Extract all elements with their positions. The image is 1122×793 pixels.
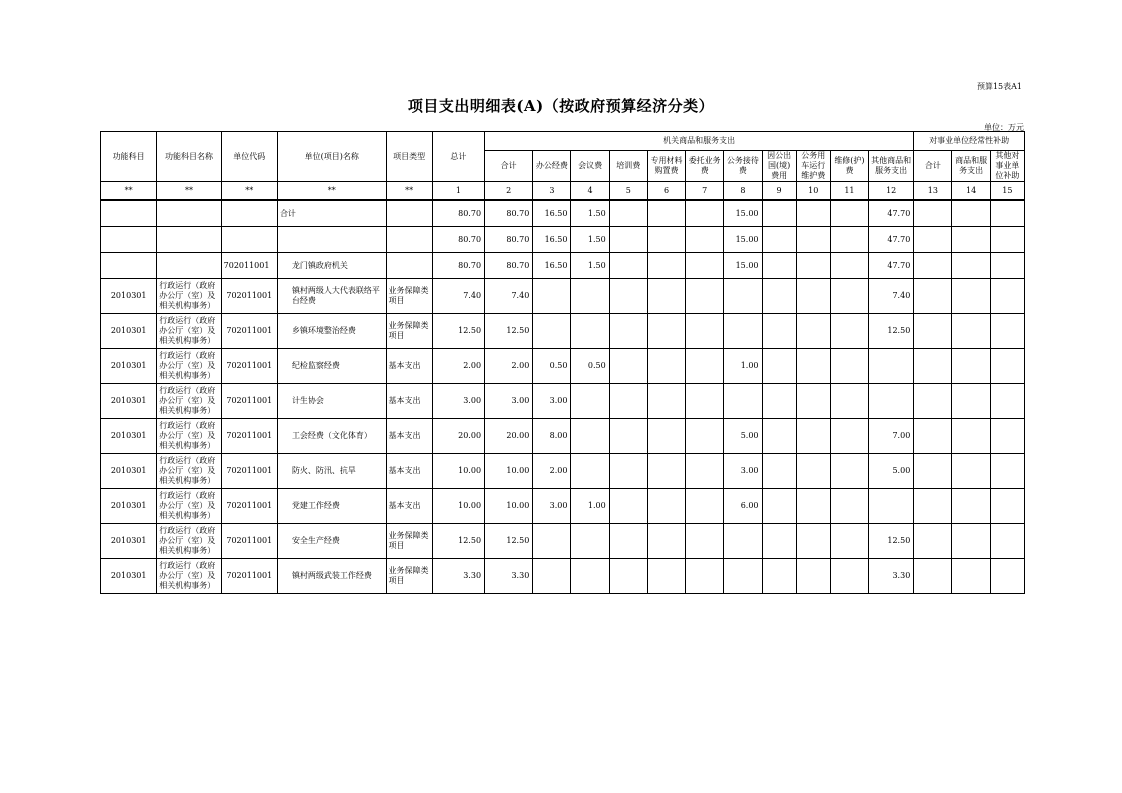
- table-cell: 龙门镇政府机关: [277, 253, 386, 279]
- table-cell: 80.70: [485, 253, 533, 279]
- table-cell: [796, 559, 830, 594]
- table-cell: [609, 454, 647, 489]
- table-cell: [869, 349, 914, 384]
- table-cell: [796, 489, 830, 524]
- table-cell: [571, 559, 609, 594]
- table-cell: 镇村两级人大代表联络平台经费: [277, 279, 386, 314]
- table-cell: [762, 314, 796, 349]
- table-cell: 基本支出: [386, 419, 432, 454]
- table-cell: [571, 454, 609, 489]
- table-cell: [221, 200, 277, 227]
- table-cell: [533, 279, 571, 314]
- table-row: [101, 227, 1025, 253]
- table-cell: 16.50: [533, 200, 571, 227]
- table-cell: [762, 227, 796, 253]
- table-cell: [830, 314, 868, 349]
- table-row: [101, 349, 1025, 384]
- table-cell: [796, 227, 830, 253]
- table-cell: 702011001: [221, 314, 277, 349]
- budget-table: [100, 131, 1025, 594]
- table-cell: [277, 227, 386, 253]
- header-func-code: 功能科目: [101, 132, 157, 182]
- table-cell: 乡镇环境整治经费: [277, 314, 386, 349]
- column-index-cell: 5: [609, 182, 647, 201]
- table-cell: [647, 227, 685, 253]
- table-cell: [609, 200, 647, 227]
- table-cell: [796, 279, 830, 314]
- table-cell: 12.50: [432, 314, 484, 349]
- table-cell: [990, 559, 1024, 594]
- table-cell: 1.50: [571, 227, 609, 253]
- table-cell: [796, 524, 830, 559]
- table-cell: 702011001: [221, 419, 277, 454]
- page-title: 项目支出明细表(A)（按政府预算经济分类）: [407, 97, 715, 115]
- table-cell: [101, 227, 157, 253]
- table-cell: [686, 524, 724, 559]
- table-cell: 2010301: [101, 384, 157, 419]
- table-cell: [686, 559, 724, 594]
- table-cell: [386, 227, 432, 253]
- header-goods-col: 其他商品和服务支出: [869, 151, 914, 182]
- table-cell: 10.00: [485, 454, 533, 489]
- table-cell: 合计: [277, 200, 386, 227]
- table-cell: [686, 419, 724, 454]
- table-cell: 3.00: [533, 489, 571, 524]
- table-cell: [609, 349, 647, 384]
- table-cell: 702011001: [221, 524, 277, 559]
- table-cell: 2.00: [432, 349, 484, 384]
- table-cell: 计生协会: [277, 384, 386, 419]
- table-cell: [762, 349, 796, 384]
- table-cell: [647, 200, 685, 227]
- table-cell: [101, 200, 157, 227]
- table-cell: 702011001: [221, 349, 277, 384]
- table-cell: 3.00: [485, 384, 533, 419]
- table-cell: 15.00: [724, 227, 762, 253]
- table-cell: [571, 524, 609, 559]
- table-cell: [647, 454, 685, 489]
- header-subsidy-col: 合计: [914, 151, 952, 182]
- table-cell: [609, 227, 647, 253]
- column-index-cell: 7: [686, 182, 724, 201]
- table-cell: [609, 253, 647, 279]
- table-cell: [724, 384, 762, 419]
- table-cell: 2.00: [533, 454, 571, 489]
- table-cell: [914, 524, 952, 559]
- table-cell: [724, 314, 762, 349]
- header-subsidy-col: 商品和服务支出: [952, 151, 990, 182]
- table-cell: 行政运行（政府办公厅（室）及相关机构事务）: [157, 419, 221, 454]
- table-cell: 业务保障类项目: [386, 279, 432, 314]
- column-index-cell: **: [386, 182, 432, 201]
- table-cell: [990, 227, 1024, 253]
- table-cell: [647, 384, 685, 419]
- table-cell: [990, 524, 1024, 559]
- table-cell: 安全生产经费: [277, 524, 386, 559]
- table-cell: [647, 279, 685, 314]
- table-cell: [647, 489, 685, 524]
- table-cell: [686, 489, 724, 524]
- table-cell: 3.30: [869, 559, 914, 594]
- table-cell: [571, 384, 609, 419]
- table-cell: [830, 454, 868, 489]
- table-cell: 1.00: [724, 349, 762, 384]
- table-cell: 702011001: [221, 489, 277, 524]
- table-cell: [762, 419, 796, 454]
- column-index-cell: 12: [869, 182, 914, 201]
- table-cell: 行政运行（政府办公厅（室）及相关机构事务）: [157, 314, 221, 349]
- header-goods-col: 公务用车运行维护费: [796, 151, 830, 182]
- table-row: [101, 524, 1025, 559]
- table-cell: [686, 227, 724, 253]
- table-cell: 基本支出: [386, 489, 432, 524]
- table-cell: 2010301: [101, 349, 157, 384]
- table-cell: [762, 559, 796, 594]
- column-index-cell: 4: [571, 182, 609, 201]
- table-cell: [762, 524, 796, 559]
- table-cell: 5.00: [724, 419, 762, 454]
- table-cell: 基本支出: [386, 454, 432, 489]
- table-cell: 6.00: [724, 489, 762, 524]
- table-cell: [914, 489, 952, 524]
- table-cell: 80.70: [432, 227, 484, 253]
- header-total: 总计: [432, 132, 484, 182]
- table-cell: 12.50: [869, 524, 914, 559]
- table-cell: [762, 279, 796, 314]
- table-cell: [830, 200, 868, 227]
- table-cell: 16.50: [533, 227, 571, 253]
- table-cell: 80.70: [432, 200, 484, 227]
- table-cell: [157, 227, 221, 253]
- header-group-goods: 机关商品和服务支出: [485, 132, 914, 151]
- table-cell: 15.00: [724, 253, 762, 279]
- header-goods-col: 会议费: [571, 151, 609, 182]
- header-goods-col: 合计: [485, 151, 533, 182]
- header-goods-col: 因公出国(境)费用: [762, 151, 796, 182]
- table-cell: 7.40: [432, 279, 484, 314]
- table-cell: 2010301: [101, 559, 157, 594]
- table-cell: 3.00: [432, 384, 484, 419]
- table-cell: 2010301: [101, 524, 157, 559]
- table-cell: [686, 349, 724, 384]
- table-cell: 702011001: [221, 384, 277, 419]
- table-cell: 10.00: [432, 454, 484, 489]
- table-cell: [796, 349, 830, 384]
- table-cell: [533, 314, 571, 349]
- table-cell: 工会经费（文化体育）: [277, 419, 386, 454]
- table-cell: [571, 279, 609, 314]
- column-index-cell: 10: [796, 182, 830, 201]
- header-goods-col: 公务接待费: [724, 151, 762, 182]
- table-cell: [830, 253, 868, 279]
- table-cell: 3.30: [432, 559, 484, 594]
- table-cell: [952, 349, 990, 384]
- table-cell: [762, 489, 796, 524]
- table-cell: 10.00: [432, 489, 484, 524]
- table-cell: [609, 524, 647, 559]
- table-cell: [796, 419, 830, 454]
- table-cell: [647, 559, 685, 594]
- table-cell: 20.00: [432, 419, 484, 454]
- header-subsidy-col: 其他对事业单位补助: [990, 151, 1024, 182]
- table-cell: 12.50: [869, 314, 914, 349]
- table-cell: 3.00: [533, 384, 571, 419]
- table-cell: 0.50: [533, 349, 571, 384]
- table-cell: [914, 314, 952, 349]
- form-code: 预算15表A1: [976, 82, 1022, 91]
- table-cell: [990, 419, 1024, 454]
- table-cell: 行政运行（政府办公厅（室）及相关机构事务）: [157, 384, 221, 419]
- table-cell: [762, 384, 796, 419]
- table-cell: [762, 200, 796, 227]
- table-cell: 2010301: [101, 279, 157, 314]
- table-cell: 行政运行（政府办公厅（室）及相关机构事务）: [157, 454, 221, 489]
- header-unit-code: 单位代码: [221, 132, 277, 182]
- table-cell: [647, 349, 685, 384]
- table-cell: [830, 524, 868, 559]
- table-cell: 702011001: [221, 454, 277, 489]
- header-goods-col: 维修(护)费: [830, 151, 868, 182]
- table-cell: 0.50: [571, 349, 609, 384]
- table-cell: [571, 419, 609, 454]
- table-cell: [952, 314, 990, 349]
- table-cell: [952, 419, 990, 454]
- table-cell: [952, 524, 990, 559]
- table-cell: 行政运行（政府办公厅（室）及相关机构事务）: [157, 524, 221, 559]
- table-cell: [990, 489, 1024, 524]
- table-cell: 1.50: [571, 253, 609, 279]
- table-cell: 业务保障类项目: [386, 314, 432, 349]
- table-cell: [386, 200, 432, 227]
- table-cell: [830, 559, 868, 594]
- column-index-cell: 2: [485, 182, 533, 201]
- table-cell: [386, 253, 432, 279]
- table-row: [101, 489, 1025, 524]
- table-cell: [533, 524, 571, 559]
- column-index-cell: 13: [914, 182, 952, 201]
- header-goods-col: 办公经费: [533, 151, 571, 182]
- table-cell: [647, 524, 685, 559]
- column-index-cell: 11: [830, 182, 868, 201]
- table-cell: 7.40: [869, 279, 914, 314]
- table-cell: 1.50: [571, 200, 609, 227]
- table-cell: [952, 489, 990, 524]
- table-cell: 业务保障类项目: [386, 559, 432, 594]
- column-index-cell: **: [277, 182, 386, 201]
- table-cell: 7.00: [869, 419, 914, 454]
- table-cell: [990, 384, 1024, 419]
- column-index-cell: **: [101, 182, 157, 201]
- table-row: [101, 200, 1025, 227]
- table-cell: [952, 384, 990, 419]
- table-cell: [724, 524, 762, 559]
- column-index-cell: 14: [952, 182, 990, 201]
- table-cell: [952, 253, 990, 279]
- table-cell: 行政运行（政府办公厅（室）及相关机构事务）: [157, 489, 221, 524]
- table-cell: 702011001: [221, 279, 277, 314]
- column-index-cell: 3: [533, 182, 571, 201]
- table-cell: [952, 279, 990, 314]
- table-cell: [990, 454, 1024, 489]
- column-index-cell: 6: [647, 182, 685, 201]
- column-index-cell: 9: [762, 182, 796, 201]
- table-cell: 业务保障类项目: [386, 524, 432, 559]
- table-cell: [647, 253, 685, 279]
- table-cell: 80.70: [432, 253, 484, 279]
- table-cell: 2010301: [101, 314, 157, 349]
- table-cell: [101, 253, 157, 279]
- table-cell: [762, 253, 796, 279]
- table-cell: [830, 279, 868, 314]
- table-cell: [914, 253, 952, 279]
- column-index-cell: **: [221, 182, 277, 201]
- table-row: [101, 279, 1025, 314]
- table-cell: 7.40: [485, 279, 533, 314]
- table-cell: [830, 349, 868, 384]
- table-cell: [914, 384, 952, 419]
- table-cell: [830, 489, 868, 524]
- table-cell: [830, 227, 868, 253]
- table-cell: 12.50: [485, 314, 533, 349]
- table-cell: [990, 200, 1024, 227]
- table-cell: 80.70: [485, 227, 533, 253]
- table-cell: 702011001: [221, 559, 277, 594]
- table-cell: [686, 314, 724, 349]
- table-cell: [647, 314, 685, 349]
- table-cell: 12.50: [432, 524, 484, 559]
- table-cell: [914, 200, 952, 227]
- table-cell: [952, 559, 990, 594]
- table-cell: 行政运行（政府办公厅（室）及相关机构事务）: [157, 279, 221, 314]
- table-cell: [990, 314, 1024, 349]
- header-goods-col: 培训费: [609, 151, 647, 182]
- table-cell: [686, 253, 724, 279]
- table-row: [101, 559, 1025, 594]
- table-cell: [796, 454, 830, 489]
- table-row: [101, 314, 1025, 349]
- table-cell: 47.70: [869, 200, 914, 227]
- table-cell: [686, 454, 724, 489]
- table-cell: [914, 349, 952, 384]
- table-cell: [686, 279, 724, 314]
- table-cell: [609, 419, 647, 454]
- table-cell: 防火、防汛、抗旱: [277, 454, 386, 489]
- table-cell: [952, 454, 990, 489]
- table-cell: [869, 489, 914, 524]
- table-cell: 47.70: [869, 227, 914, 253]
- table-row: [101, 454, 1025, 489]
- table-row: [101, 419, 1025, 454]
- table-cell: 2010301: [101, 419, 157, 454]
- table-row: [101, 253, 1025, 279]
- table-cell: 3.00: [724, 454, 762, 489]
- table-cell: [686, 384, 724, 419]
- table-cell: [869, 384, 914, 419]
- column-index-cell: **: [157, 182, 221, 201]
- table-cell: [609, 279, 647, 314]
- table-cell: 5.00: [869, 454, 914, 489]
- column-index-cell: 15: [990, 182, 1024, 201]
- table-cell: 20.00: [485, 419, 533, 454]
- table-row: [101, 384, 1025, 419]
- table-cell: [796, 384, 830, 419]
- table-cell: 8.00: [533, 419, 571, 454]
- header-func-name: 功能科目名称: [157, 132, 221, 182]
- table-cell: [914, 559, 952, 594]
- table-cell: 基本支出: [386, 349, 432, 384]
- table-cell: [609, 384, 647, 419]
- table-cell: [724, 279, 762, 314]
- table-cell: [609, 314, 647, 349]
- table-cell: [609, 489, 647, 524]
- table-cell: [221, 227, 277, 253]
- table-cell: [830, 419, 868, 454]
- table-cell: 10.00: [485, 489, 533, 524]
- table-cell: [952, 200, 990, 227]
- table-cell: [914, 279, 952, 314]
- table-cell: 15.00: [724, 200, 762, 227]
- table-cell: 行政运行（政府办公厅（室）及相关机构事务）: [157, 559, 221, 594]
- table-cell: [914, 227, 952, 253]
- table-cell: [796, 253, 830, 279]
- table-cell: 行政运行（政府办公厅（室）及相关机构事务）: [157, 349, 221, 384]
- header-unit-name: 单位(项目)名称: [277, 132, 386, 182]
- column-index-cell: 8: [724, 182, 762, 201]
- column-index-cell: 1: [432, 182, 484, 201]
- table-cell: [914, 454, 952, 489]
- table-cell: 1.00: [571, 489, 609, 524]
- table-cell: 12.50: [485, 524, 533, 559]
- table-cell: 16.50: [533, 253, 571, 279]
- header-goods-col: 专用材料购置费: [647, 151, 685, 182]
- table-cell: [990, 349, 1024, 384]
- header-group-subsidy: 对事业单位经常性补助: [914, 132, 1025, 151]
- table-cell: [990, 253, 1024, 279]
- table-cell: 纪检监察经费: [277, 349, 386, 384]
- table-cell: 党建工作经费: [277, 489, 386, 524]
- header-proj-type: 项目类型: [386, 132, 432, 182]
- table-cell: [724, 559, 762, 594]
- table-cell: 47.70: [869, 253, 914, 279]
- header-goods-col: 委托业务费: [686, 151, 724, 182]
- table-cell: [157, 253, 221, 279]
- table-cell: 702011001: [221, 253, 277, 279]
- table-cell: [796, 314, 830, 349]
- table-cell: [830, 384, 868, 419]
- table-cell: [762, 454, 796, 489]
- table-cell: [990, 279, 1024, 314]
- table-cell: 2010301: [101, 454, 157, 489]
- table-cell: [533, 559, 571, 594]
- table-cell: [796, 200, 830, 227]
- table-cell: [952, 227, 990, 253]
- table-cell: [647, 419, 685, 454]
- table-cell: 2.00: [485, 349, 533, 384]
- table-cell: [571, 314, 609, 349]
- table-cell: 2010301: [101, 489, 157, 524]
- table-cell: 基本支出: [386, 384, 432, 419]
- table-cell: [609, 559, 647, 594]
- table-cell: [686, 200, 724, 227]
- table-cell: [157, 200, 221, 227]
- table-cell: 镇村两级武装工作经费: [277, 559, 386, 594]
- table-cell: 80.70: [485, 200, 533, 227]
- table-cell: [914, 419, 952, 454]
- unit-label: 单位：万元: [984, 123, 1024, 132]
- table-cell: 3.30: [485, 559, 533, 594]
